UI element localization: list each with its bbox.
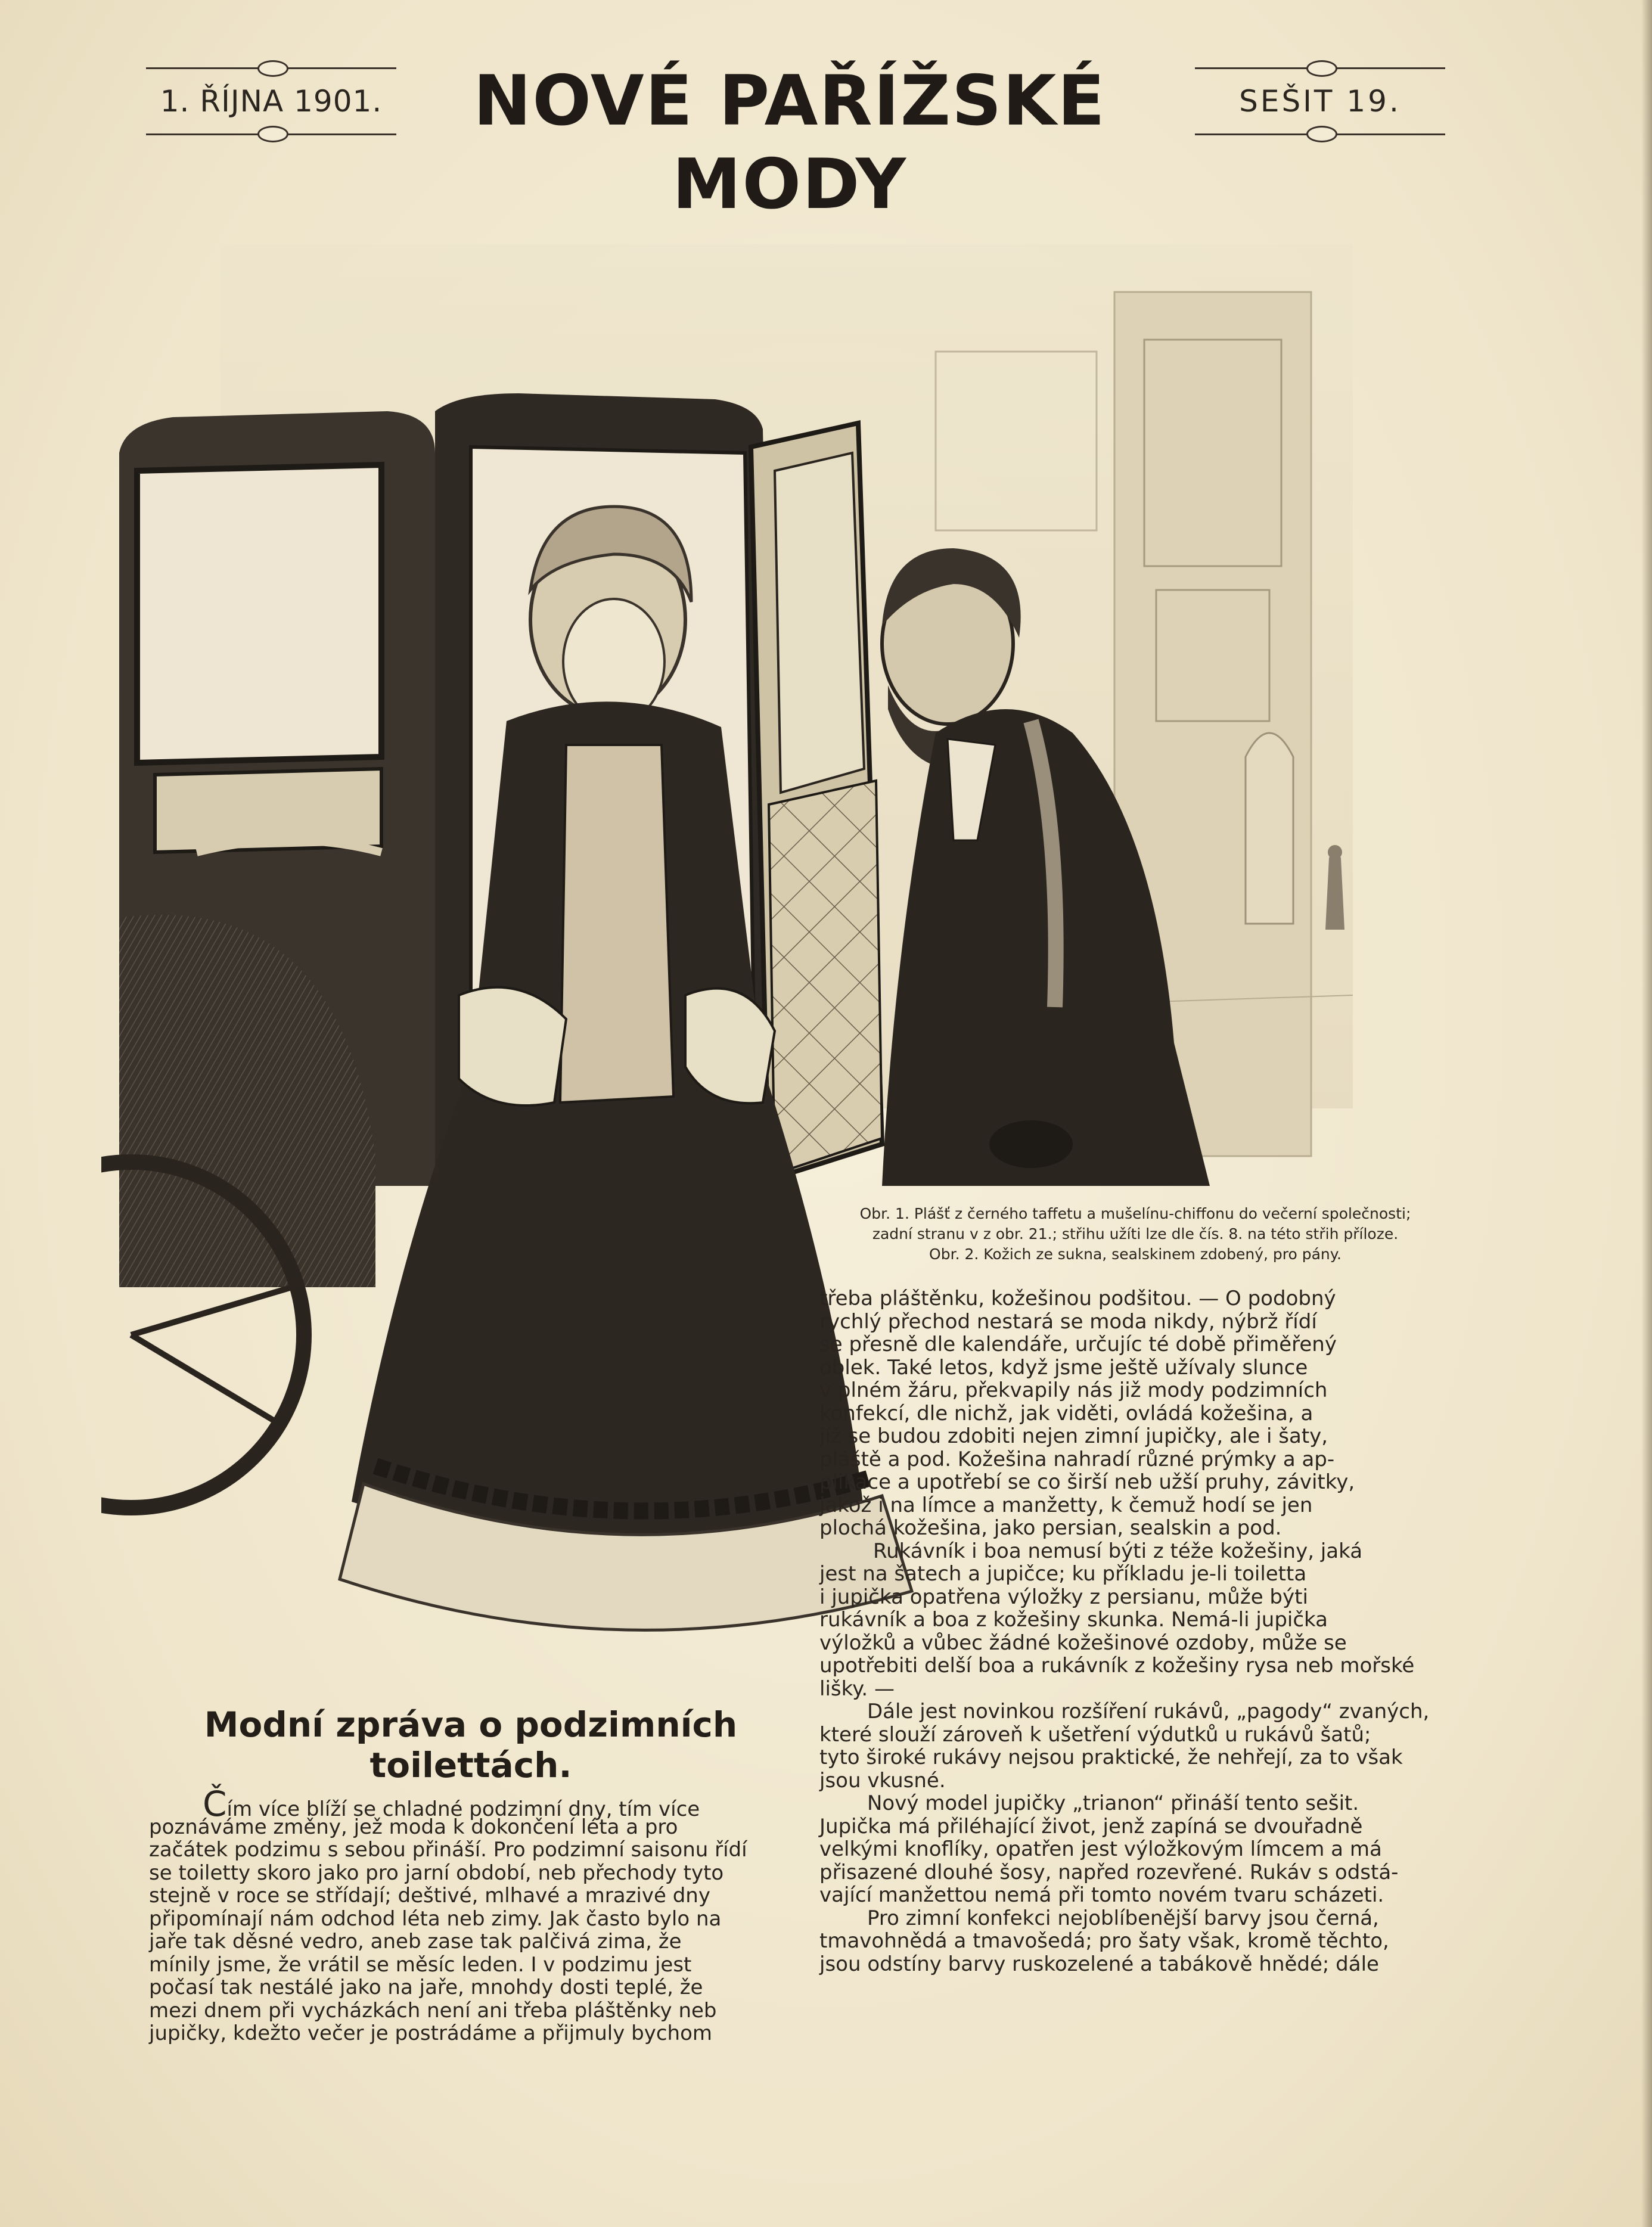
paragraph-line: plochá kožešina, jako persian, sealskin a pod. xyxy=(819,1516,1282,1540)
ornament-scroll-icon xyxy=(1306,60,1337,77)
paragraph-line: jest na šatech a jupičce; ku příkladu je-li toiletta xyxy=(819,1562,1307,1586)
paragraph-line: které slouží zároveň k ušetření výdutků u rukávů šatů; xyxy=(819,1722,1371,1747)
paragraph-line: pláště a pod. Kožešina nahradí různé prýmky a ap- xyxy=(819,1447,1335,1471)
paragraph-line: plikace a upotřebí se co širší neb užší pruhy, závitky, xyxy=(819,1470,1355,1494)
caption-line: Obr. 2. Kožich ze sukna, sealskinem zdobený, pro pány. xyxy=(929,1245,1342,1263)
paragraph-line: jaře tak děsné vedro, aneb zase tak palčivá zima, že xyxy=(149,1930,682,1953)
article-headline: Modní zpráva o podzimních toilettách. xyxy=(204,1704,738,1785)
paragraph-line: Nový model jupičky „trianon“ přináší tento sešit. xyxy=(867,1791,1359,1815)
paragraph-line: konfekcí, dle nichž, jak viděti, ovládá kožešina, a xyxy=(819,1401,1313,1425)
paragraph-line: stejně v roce se střídají; deštivé, mlhavé a mrazivé dny xyxy=(149,1884,710,1908)
dropcap-letter: Č xyxy=(203,1784,227,1824)
paragraph-line: jsou odstíny barvy ruskozelené a tabákově hnědé; dále xyxy=(819,1952,1379,1976)
paragraph-line: třeba pláštěnku, kožešinou podšitou. — O podobný xyxy=(819,1287,1336,1310)
article-left-column xyxy=(149,1784,793,2045)
paragraph-line: se přesně dle kalendáře, určujíc té době přiměřený xyxy=(819,1333,1337,1356)
paragraph-line: Pro zimní konfekci nejoblíbenější barvy jsou černá, xyxy=(867,1906,1379,1930)
paragraph-line: přisazené dlouhé šosy, napřed rozevřené. Rukáv s odstá- xyxy=(819,1860,1399,1884)
article-right-column xyxy=(819,1287,1460,1976)
paragraph-line: velkými knoflíky, opatřen jest výložkovým límcem a má xyxy=(819,1837,1382,1861)
figure-caption xyxy=(805,1204,1466,1265)
paragraph-line: i jupička opatřena výložky z persianu, může býti xyxy=(819,1585,1308,1609)
paragraph-line: poznáváme změny, jež moda k dokončení léta a pro xyxy=(149,1815,678,1839)
paragraph-line: jsou vkusné. xyxy=(819,1768,946,1793)
paragraph-line: tmavohnědá a tmavošedá; pro šaty však, kromě těchto, xyxy=(819,1929,1389,1953)
paragraph-line: upotřebiti delší boa a rukávník z kožešiny rysa neb mořské xyxy=(819,1654,1415,1678)
masthead-issue: SEŠIT 19. xyxy=(1239,84,1401,119)
paragraph-line: vající manžettou nemá při tomto novém tvaru scházeti. xyxy=(819,1883,1384,1907)
paragraph-line: připomínají nám odchod léta neb zimy. Jak často bylo na xyxy=(149,1906,722,1931)
ornament-scroll-icon xyxy=(1306,126,1337,142)
paragraph-line: začátek podzimu s sebou přináší. Pro podzimní saisonu řídí xyxy=(149,1838,747,1862)
paragraph-line: v plném žáru, překvapily nás již mody podzimních xyxy=(819,1378,1328,1402)
caption-line: Obr. 1. Plášť z černého taffetu a mušelínu-chiffonu do večerní společnosti; xyxy=(859,1205,1411,1222)
paragraph-line: rychlý přechod nestará se moda nikdy, nýbrž řídí xyxy=(819,1309,1317,1334)
masthead-date: 1. ŘÍJNA 1901. xyxy=(160,84,383,119)
masthead-title: NOVÉ PAŘÍŽSKÉ MODY xyxy=(473,61,1106,225)
paragraph-line: mínily jsme, že vrátil se měsíc leden. I v podzimu jest xyxy=(149,1952,692,1977)
masthead-issue-box xyxy=(1195,63,1445,140)
paragraph-line: Rukávník i boa nemusí býti z téže kožešiny, jaká xyxy=(873,1539,1363,1563)
paragraph-line: jupičky, kdežto večer je postrádáme a přijmuly bychom xyxy=(149,2021,713,2045)
paragraph-line: lišky. — xyxy=(819,1676,895,1701)
caption-line: zadní stranu v z obr. 21.; střihu užíti lze dle čís. 8. na této střih příloze. xyxy=(872,1225,1399,1243)
paragraph-line: Jupička má přiléhající život, jenž zapíná se dvouřadně xyxy=(819,1814,1363,1838)
paragraph-line: tyto široké rukávy nejsou praktické, že nehřejí, za to však xyxy=(819,1745,1403,1769)
page-edge-shadow xyxy=(1641,0,1652,2227)
ornament-scroll-icon xyxy=(257,126,288,142)
paragraph-line: počasí tak nestálé jako na jaře, mnohdy dosti teplé, že xyxy=(149,1976,703,1999)
paragraph-line: výložků a vůbec žádné kožešinové ozdoby, může se xyxy=(819,1630,1347,1655)
paragraph-line: Dále jest novinkou rozšíření rukávů, „pagody“ zvaných, xyxy=(867,1700,1430,1723)
ornament-scroll-icon xyxy=(257,60,288,77)
paragraph-line: jíž se budou zdobiti nejen zimní jupičky, ale i šaty, xyxy=(819,1424,1328,1448)
paragraph-line: rukávník a boa z kožešiny skunka. Nemá-li jupička xyxy=(819,1608,1328,1632)
paragraph-line: se toiletty skoro jako pro jarní období, neb přechody tyto xyxy=(149,1861,724,1885)
paragraph-line: jakož i na límce a manžetty, k čemuž hodí se jen xyxy=(819,1493,1313,1517)
paragraph-line: mezi dnem při vycházkách není ani třeba pláštěnky neb xyxy=(149,1998,717,2023)
masthead-date-box xyxy=(146,63,396,140)
paragraph-line: oblek. Také letos, když jsme ještě užívaly slunce xyxy=(819,1355,1308,1380)
paragraph-line: Čím více blíží se chladné podzimní dny, tím více xyxy=(203,1784,700,1824)
